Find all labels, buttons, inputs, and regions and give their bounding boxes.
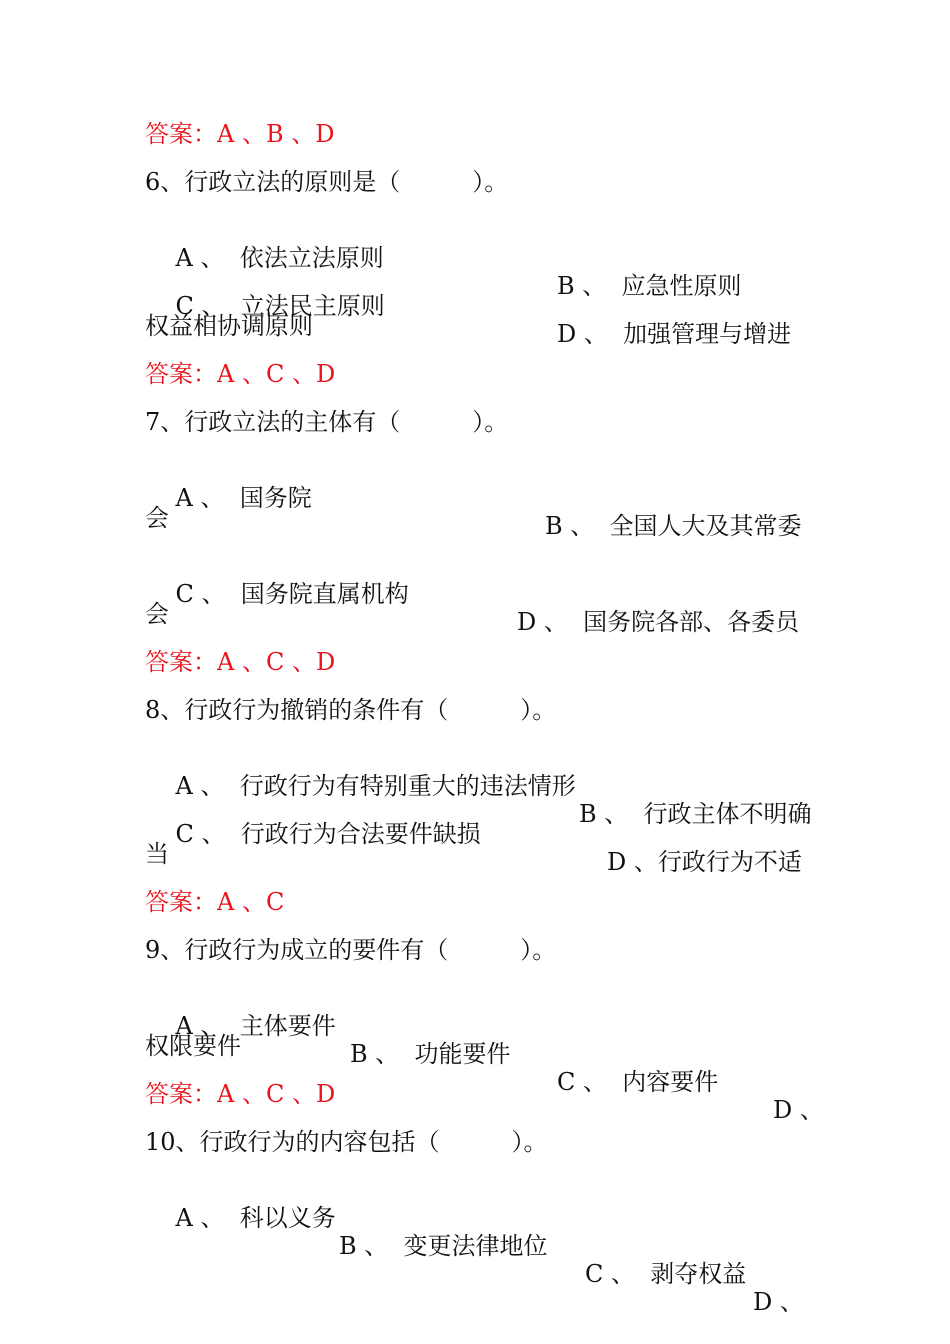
q7-option-d-continued: 会 (145, 600, 169, 628)
q7-option-a: A 、 国务院 (175, 484, 312, 512)
q6-option-a: A 、 依法立法原则 (175, 244, 384, 272)
q8-answer: 答案：A 、C (145, 888, 285, 916)
q9-option-a: A 、 主体要件 (175, 1012, 336, 1040)
question-8-stem: 8、行政行为撤销的条件有（ ）。 (145, 696, 557, 724)
q10-option-b: B 、 变更法律地位 (339, 1232, 548, 1260)
q9-answer: 答案：A 、C 、D (145, 1080, 336, 1108)
q10-row-1 (145, 1176, 804, 1344)
q6-option-d: D 、 加强管理与增进 (557, 320, 792, 348)
q7-option-b: B 、 全国人大及其常委 (545, 512, 802, 540)
question-7-stem: 7、行政立法的主体有（ ）。 (145, 408, 509, 436)
q8-option-a: A 、 行政行为有特别重大的违法情形 (175, 772, 576, 800)
question-9-stem: 9、行政行为成立的要件有（ ）。 (145, 936, 557, 964)
q8-option-d: D 、行政行为不适 (607, 848, 802, 876)
q9-option-c: C 、 内容要件 (557, 1068, 719, 1096)
q6-option-d-continued: 权益相协调原则 (145, 312, 313, 340)
q8-option-c: C 、 行政行为合法要件缺损 (175, 820, 481, 848)
question-6-stem: 6、行政立法的原则是（ ）。 (145, 168, 509, 196)
q10-option-a: A 、 科以义务 (175, 1204, 336, 1232)
q6-option-c: C 、 立法民主原则 (175, 292, 385, 320)
q6-option-b: B 、 应急性原则 (557, 272, 742, 300)
q7-answer: 答案：A 、C 、D (145, 648, 336, 676)
q9-option-d: D 、 (773, 1096, 824, 1124)
q9-option-b: B 、 功能要件 (350, 1040, 511, 1068)
question-10-stem: 10、行政行为的内容包括（ ）。 (145, 1128, 548, 1156)
q7-option-b-continued: 会 (145, 504, 169, 532)
q8-option-d-continued: 当 (145, 840, 169, 868)
answer-prev: 答案：A 、B 、D (145, 120, 335, 148)
q10-option-c: C 、 剥夺权益 (585, 1260, 747, 1288)
q8-option-b: B 、 行政主体不明确 (579, 800, 812, 828)
q10-option-d: D 、 (753, 1288, 804, 1316)
q9-option-d-continued: 权限要件 (145, 1032, 241, 1060)
q6-answer: 答案：A 、C 、D (145, 360, 336, 388)
q7-option-c: C 、 国务院直属机构 (175, 580, 409, 608)
q7-option-d: D 、 国务院各部、各委员 (517, 608, 800, 636)
